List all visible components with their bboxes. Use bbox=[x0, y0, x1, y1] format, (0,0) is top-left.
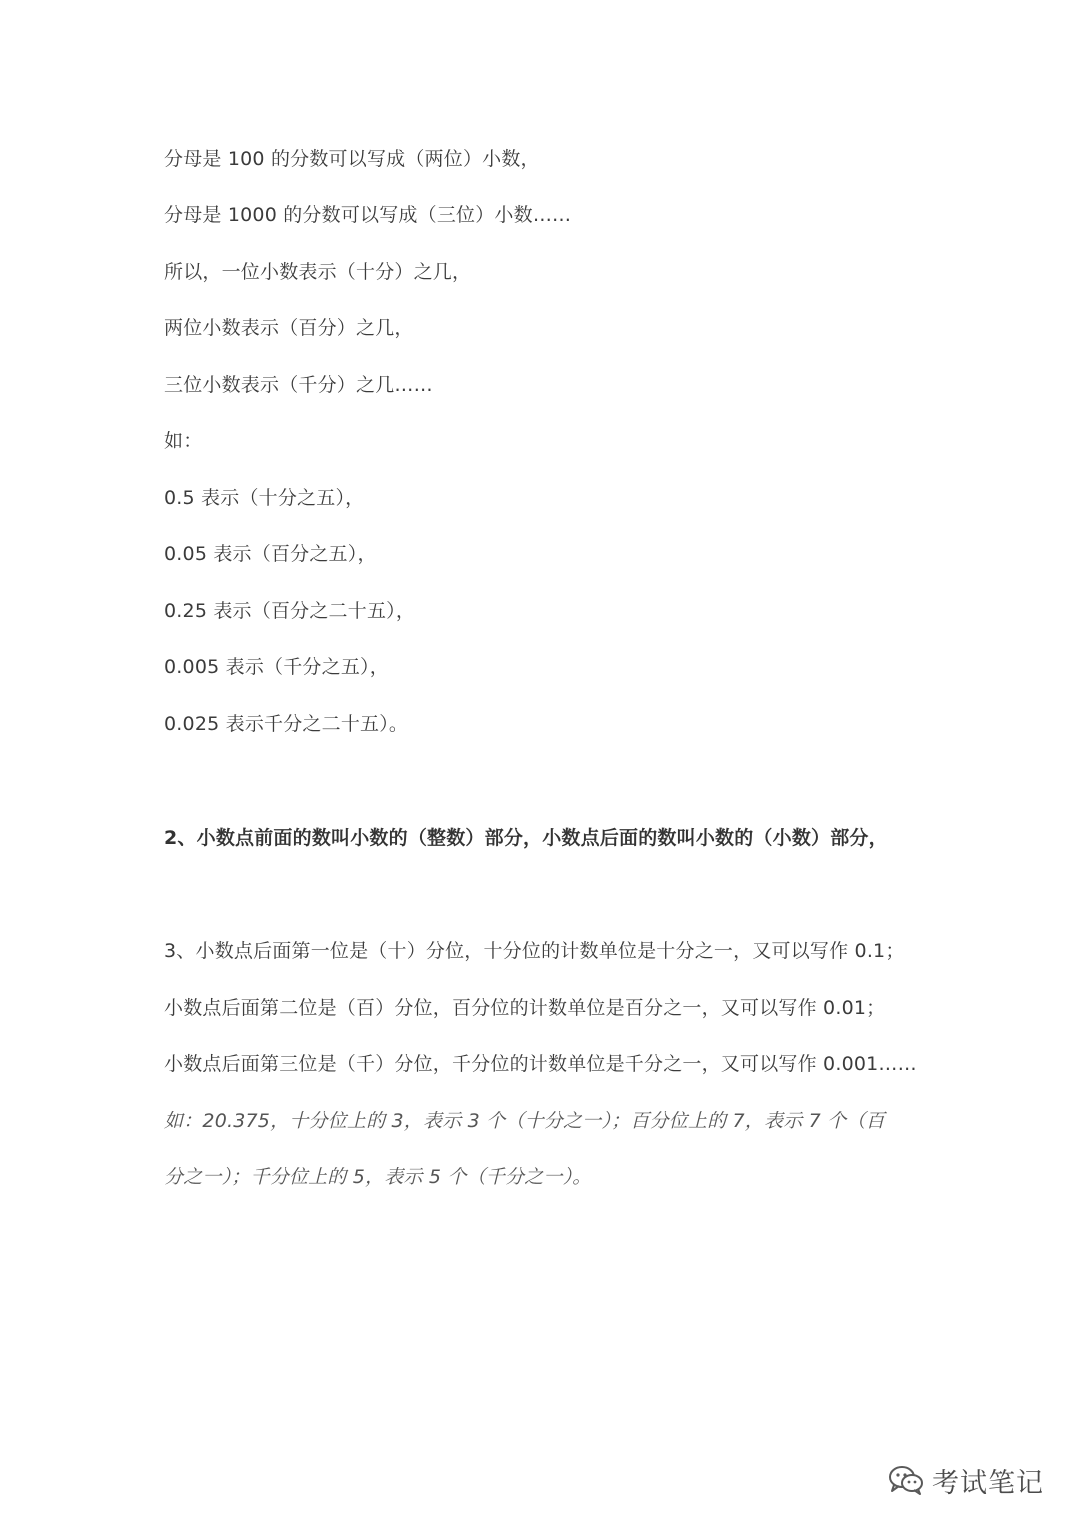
text-line: 如： bbox=[164, 430, 203, 452]
text-line: 0.05 表示（百分之五）， bbox=[164, 543, 377, 565]
text-line: 所以，一位小数表示（十分）之几， bbox=[164, 261, 472, 283]
point-3-line: 小数点后面第三位是（千）分位，千分位的计数单位是千分之一，又可以写作 0.001…… bbox=[164, 1053, 917, 1075]
example-line: 如：20.375，十分位上的 3，表示 3 个（十分之一）；百分位上的 7，表示 7 个（百 bbox=[164, 1110, 885, 1132]
point-3-line: 小数点后面第二位是（百）分位，百分位的计数单位是百分之一，又可以写作 0.01； bbox=[164, 997, 886, 1019]
text-line: 分母是 100 的分数可以写成（两位）小数， bbox=[164, 148, 540, 170]
wechat-official-account-icon bbox=[888, 1465, 924, 1495]
text-line: 三位小数表示（千分）之几…… bbox=[164, 374, 433, 396]
text-line: 0.5 表示（十分之五）， bbox=[164, 487, 365, 509]
document-page bbox=[164, 0, 924, 1528]
point-2-text: 2、小数点前面的数叫小数的（整数）部分，小数点后面的数叫小数的（小数）部分， bbox=[164, 827, 888, 849]
example-line: 分之一）；千分位上的 5，表示 5 个（千分之一）。 bbox=[164, 1166, 592, 1188]
text-line: 0.025 表示千分之二十五）。 bbox=[164, 713, 409, 735]
watermark-text: 考试笔记 bbox=[932, 1467, 1044, 1499]
text-line: 分母是 1000 的分数可以写成（三位）小数…… bbox=[164, 204, 572, 226]
watermark bbox=[888, 1462, 1044, 1498]
text-line: 两位小数表示（百分）之几， bbox=[164, 317, 414, 339]
point-3-line: 3、小数点后面第一位是（十）分位，十分位的计数单位是十分之一，又可以写作 0.1； bbox=[164, 940, 905, 962]
text-line: 0.25 表示（百分之二十五）， bbox=[164, 600, 416, 622]
text-line: 0.005 表示（千分之五）， bbox=[164, 656, 389, 678]
